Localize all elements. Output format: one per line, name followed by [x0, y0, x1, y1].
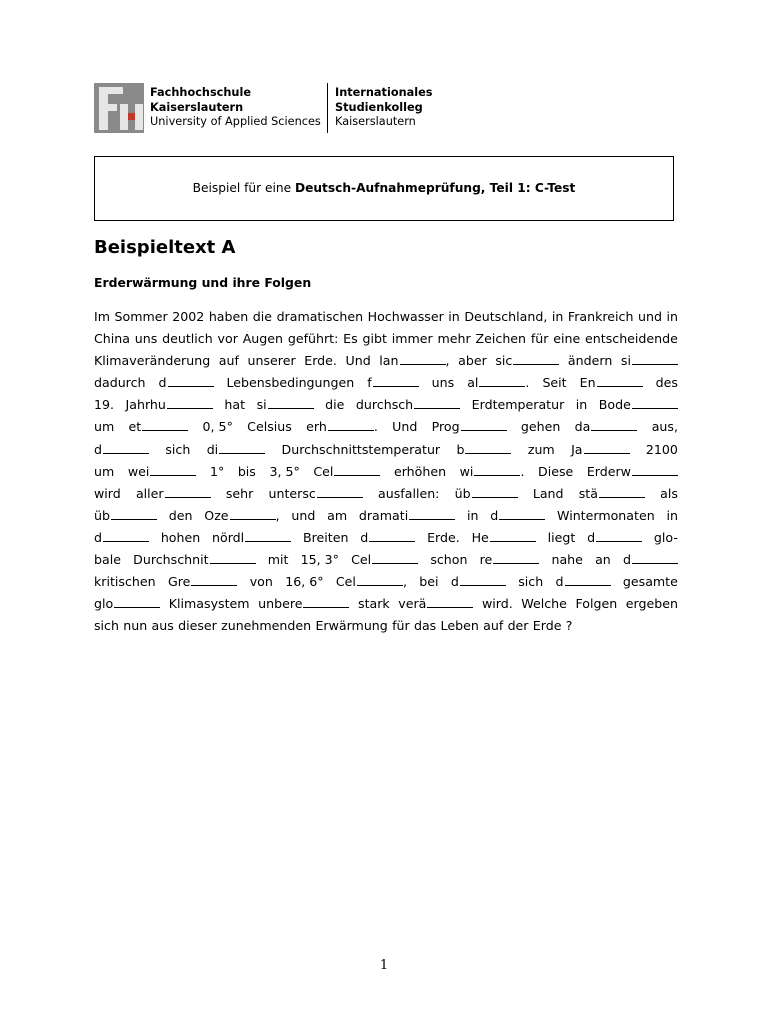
- word: d: [587, 527, 642, 549]
- word: Erde: [532, 618, 562, 634]
- word: Im: [94, 309, 110, 324]
- section-heading: Beispieltext A: [94, 237, 236, 258]
- blank-gap[interactable]: [103, 441, 149, 454]
- word: durchsch: [356, 394, 460, 416]
- word: glo-: [653, 529, 678, 545]
- page-number: 1: [379, 958, 389, 973]
- word: Folgen: [575, 596, 618, 612]
- header-divider: [327, 83, 328, 133]
- word: 16, 6°: [285, 574, 324, 590]
- word: mit: [267, 552, 289, 568]
- blank-gap[interactable]: [210, 551, 256, 564]
- word: aller: [136, 483, 211, 505]
- word: untersc: [269, 483, 363, 505]
- word: haben: [208, 309, 249, 324]
- blank-gap[interactable]: [142, 418, 188, 431]
- text-subheading: Erderwärmung und ihre Folgen: [94, 275, 312, 290]
- word: ausfallen:: [378, 485, 440, 501]
- word: des: [655, 375, 678, 391]
- word: gesamte: [622, 574, 678, 590]
- word: d: [159, 372, 214, 394]
- word: ergeben: [625, 596, 678, 612]
- studienkolleg-line: Internationales: [335, 86, 433, 99]
- blank-gap[interactable]: [427, 595, 473, 608]
- blank-gap[interactable]: [303, 595, 349, 608]
- text-line: [94, 461, 678, 483]
- word: da: [575, 416, 638, 438]
- word: Prog: [432, 416, 507, 438]
- word: re: [480, 549, 540, 571]
- word: Cel: [351, 549, 418, 571]
- word: ändern: [567, 353, 613, 369]
- word: dieser: [178, 618, 217, 634]
- word: bei: [419, 574, 439, 590]
- word: in: [575, 397, 588, 413]
- word: Wintermonaten: [557, 507, 655, 523]
- blank-gap[interactable]: [150, 463, 196, 476]
- word: immer: [391, 331, 433, 347]
- text-line: [94, 549, 678, 571]
- word: Cel ,: [335, 574, 407, 590]
- word: in: [466, 507, 479, 523]
- word: Leben: [440, 618, 479, 634]
- text-line: [94, 306, 678, 328]
- word: stä: [579, 483, 645, 505]
- word: d: [490, 505, 545, 527]
- fh-kaiserslautern-name: [150, 86, 321, 130]
- word: um: [94, 419, 115, 435]
- text-line: [94, 615, 678, 637]
- word: in: [551, 309, 564, 324]
- word: hohen: [160, 529, 201, 545]
- word: stark: [358, 596, 390, 612]
- word: Erdtemperatur: [471, 397, 565, 413]
- title-box: [94, 156, 674, 221]
- word: Seit: [542, 375, 567, 391]
- word: glo: [94, 593, 160, 615]
- word: Erderw: [587, 461, 678, 483]
- word: Lebensbedingungen: [226, 375, 355, 391]
- word: 2002: [172, 309, 205, 324]
- word: Ja: [571, 439, 629, 461]
- word: 19.: [94, 397, 115, 413]
- word: Erwärmung: [315, 618, 388, 634]
- text-line: [94, 416, 678, 438]
- text-line: [94, 439, 678, 461]
- fh-name-line: University of Applied Sciences: [150, 115, 321, 129]
- blank-gap[interactable]: [632, 352, 678, 365]
- word: ?: [565, 618, 573, 634]
- blank-gap[interactable]: [474, 463, 520, 476]
- text-line: [94, 571, 678, 593]
- blank-gap[interactable]: [591, 418, 637, 431]
- blank-gap[interactable]: [328, 418, 374, 431]
- word: Erde.: [304, 353, 337, 369]
- text-line: [94, 394, 678, 416]
- word: Und: [345, 353, 371, 369]
- blank-gap[interactable]: [597, 374, 643, 387]
- word: Bode: [599, 394, 678, 416]
- word: gibt: [362, 331, 387, 347]
- word: sich: [165, 441, 191, 457]
- word: aus,: [651, 419, 678, 435]
- word: Gre: [168, 571, 237, 593]
- word: Zeichen: [475, 331, 527, 347]
- word: sehr: [225, 485, 254, 501]
- word: der: [507, 618, 529, 634]
- word: nun: [123, 618, 148, 634]
- word: Oze ,: [204, 507, 280, 523]
- word: lan ,: [379, 353, 450, 369]
- word: und: [637, 309, 662, 324]
- word: d: [451, 571, 506, 593]
- word: 15, 3°: [300, 552, 339, 568]
- word: aber: [458, 353, 487, 369]
- word: sic: [495, 350, 559, 372]
- text-line: [94, 372, 678, 394]
- word: sich: [518, 574, 544, 590]
- blank-gap[interactable]: [461, 418, 507, 431]
- word: di: [207, 439, 266, 461]
- text-line: [94, 505, 678, 527]
- title-bold: Deutsch-Aufnahmeprüfung, Teil 1: C-Test: [294, 181, 576, 195]
- word: an: [595, 552, 611, 568]
- word: bale: [94, 552, 121, 568]
- word: nahe: [551, 552, 583, 568]
- word: unserer: [247, 353, 296, 369]
- blank-gap[interactable]: [414, 396, 460, 409]
- word: bis: [237, 463, 256, 479]
- word: aus: [151, 618, 174, 634]
- word: d: [94, 527, 149, 549]
- blank-gap[interactable]: [103, 529, 149, 542]
- word: Klimaveränderung: [94, 353, 211, 369]
- word: unbere: [258, 593, 349, 615]
- blank-gap[interactable]: [479, 374, 525, 387]
- word: En: [580, 372, 643, 394]
- word: die: [325, 397, 345, 413]
- fh-logo: [94, 83, 144, 133]
- word: auf: [218, 353, 239, 369]
- word: erhöhen: [393, 463, 447, 479]
- word: Welche: [521, 596, 567, 612]
- blank-gap[interactable]: [230, 507, 276, 520]
- blank-gap[interactable]: [114, 595, 160, 608]
- word: liegt: [547, 529, 576, 545]
- word: üb: [94, 505, 157, 527]
- blank-gap[interactable]: [409, 507, 455, 520]
- title-text: [95, 181, 673, 195]
- text-line: [94, 483, 678, 505]
- blank-gap[interactable]: [493, 551, 539, 564]
- institution-header: [94, 83, 514, 133]
- blank-gap[interactable]: [357, 573, 403, 586]
- word: Augen: [242, 331, 284, 347]
- word: wi .: [459, 463, 525, 479]
- word: Deutschland,: [464, 309, 548, 324]
- word: das: [413, 618, 437, 634]
- blank-gap[interactable]: [372, 551, 418, 564]
- word: Hochwasser: [367, 309, 444, 324]
- word: dramatischen: [276, 309, 364, 324]
- word: in: [448, 309, 460, 324]
- word: erh .: [306, 419, 378, 435]
- text-line: [94, 527, 678, 549]
- word: si: [621, 350, 678, 372]
- blank-gap[interactable]: [334, 463, 380, 476]
- blank-gap[interactable]: [632, 463, 678, 476]
- word: eine: [553, 331, 581, 347]
- word: für: [392, 618, 410, 634]
- word: 2100: [645, 441, 678, 457]
- word: deutlich: [162, 331, 213, 347]
- word: um: [94, 463, 115, 479]
- word: hat: [224, 397, 246, 413]
- word: von: [249, 574, 273, 590]
- word: et: [129, 416, 189, 438]
- blank-gap[interactable]: [499, 507, 545, 520]
- word: gehen: [520, 419, 561, 435]
- blank-gap[interactable]: [490, 529, 536, 542]
- word: f: [367, 372, 418, 394]
- word: in: [666, 507, 678, 523]
- studienkolleg-line: Kaiserslautern: [335, 115, 416, 129]
- fh-name-line: Kaiserslautern: [150, 100, 244, 114]
- blank-gap[interactable]: [191, 573, 237, 586]
- text-line: [94, 593, 678, 615]
- word: für: [530, 331, 549, 347]
- blank-gap[interactable]: [632, 396, 678, 409]
- word: am: [327, 507, 348, 523]
- word: d: [623, 549, 678, 571]
- word: zunehmenden: [221, 618, 312, 634]
- blank-gap[interactable]: [245, 529, 291, 542]
- word: schon: [430, 552, 468, 568]
- word: Erde.: [427, 529, 460, 545]
- word: uns: [431, 375, 455, 391]
- word: dramati: [359, 505, 455, 527]
- word: in: [666, 309, 678, 324]
- blank-gap[interactable]: [599, 485, 645, 498]
- word: 3, 5°: [269, 463, 300, 479]
- word: 1°: [209, 463, 225, 479]
- word: Cel: [313, 461, 380, 483]
- blank-gap[interactable]: [317, 485, 363, 498]
- word: wird.: [481, 596, 513, 612]
- studienkolleg-name: [335, 86, 433, 130]
- blank-gap[interactable]: [584, 441, 630, 454]
- word: uns: [134, 331, 158, 347]
- word: kritischen: [94, 574, 156, 590]
- word: verä: [398, 593, 473, 615]
- word: Jahrhu: [126, 394, 213, 416]
- word: Durchschnit: [133, 549, 255, 571]
- blank-gap[interactable]: [513, 352, 559, 365]
- word: wird: [94, 485, 121, 501]
- text-line: [94, 350, 678, 372]
- title-prefix: Beispiel für eine: [192, 181, 295, 195]
- word: Sommer: [114, 309, 168, 324]
- blank-gap[interactable]: [400, 352, 446, 365]
- word: nördl: [212, 527, 291, 549]
- word: die: [252, 309, 273, 324]
- word: wei: [128, 461, 197, 483]
- word: dadurch: [94, 375, 146, 391]
- word: al .: [467, 375, 530, 391]
- word: He: [472, 527, 536, 549]
- word: geführt:: [287, 331, 339, 347]
- word: d: [556, 571, 611, 593]
- c-test-text: [94, 306, 678, 637]
- word: Klimasystem: [168, 596, 250, 612]
- blank-gap[interactable]: [472, 485, 518, 498]
- word: Celsius: [247, 419, 292, 435]
- blank-gap[interactable]: [632, 551, 678, 564]
- blank-gap[interactable]: [369, 529, 415, 542]
- blank-gap[interactable]: [268, 396, 314, 409]
- word: Land: [532, 485, 564, 501]
- word: als: [660, 485, 678, 501]
- word: mehr: [437, 331, 471, 347]
- word: Durchschnittstemperatur: [281, 441, 441, 457]
- blank-gap[interactable]: [168, 374, 214, 387]
- word: China: [94, 331, 130, 347]
- word: Frankreich: [567, 309, 634, 324]
- word: Diese: [538, 463, 574, 479]
- word: auf: [483, 618, 504, 634]
- blank-gap[interactable]: [167, 396, 213, 409]
- blank-gap[interactable]: [565, 573, 611, 586]
- word: 0, 5°: [202, 419, 233, 435]
- blank-gap[interactable]: [373, 374, 419, 387]
- blank-gap[interactable]: [111, 507, 157, 520]
- word: d: [94, 439, 149, 461]
- word: Und: [392, 419, 418, 435]
- word: si: [257, 394, 314, 416]
- word: den: [168, 507, 193, 523]
- blank-gap[interactable]: [165, 485, 211, 498]
- blank-gap[interactable]: [219, 441, 265, 454]
- blank-gap[interactable]: [596, 529, 642, 542]
- word: üb: [455, 483, 518, 505]
- word: sich: [94, 618, 119, 634]
- word: d: [360, 527, 415, 549]
- word: Breiten: [302, 529, 349, 545]
- text-line: [94, 328, 678, 350]
- word: entscheidende: [585, 331, 678, 347]
- word: b: [456, 439, 511, 461]
- fh-name-line: Fachhochschule: [150, 86, 251, 99]
- word: und: [291, 507, 316, 523]
- blank-gap[interactable]: [465, 441, 511, 454]
- word: zum: [527, 441, 555, 457]
- studienkolleg-line: Studienkolleg: [335, 100, 423, 114]
- word: Es: [343, 331, 358, 347]
- word: vor: [217, 331, 238, 347]
- blank-gap[interactable]: [460, 573, 506, 586]
